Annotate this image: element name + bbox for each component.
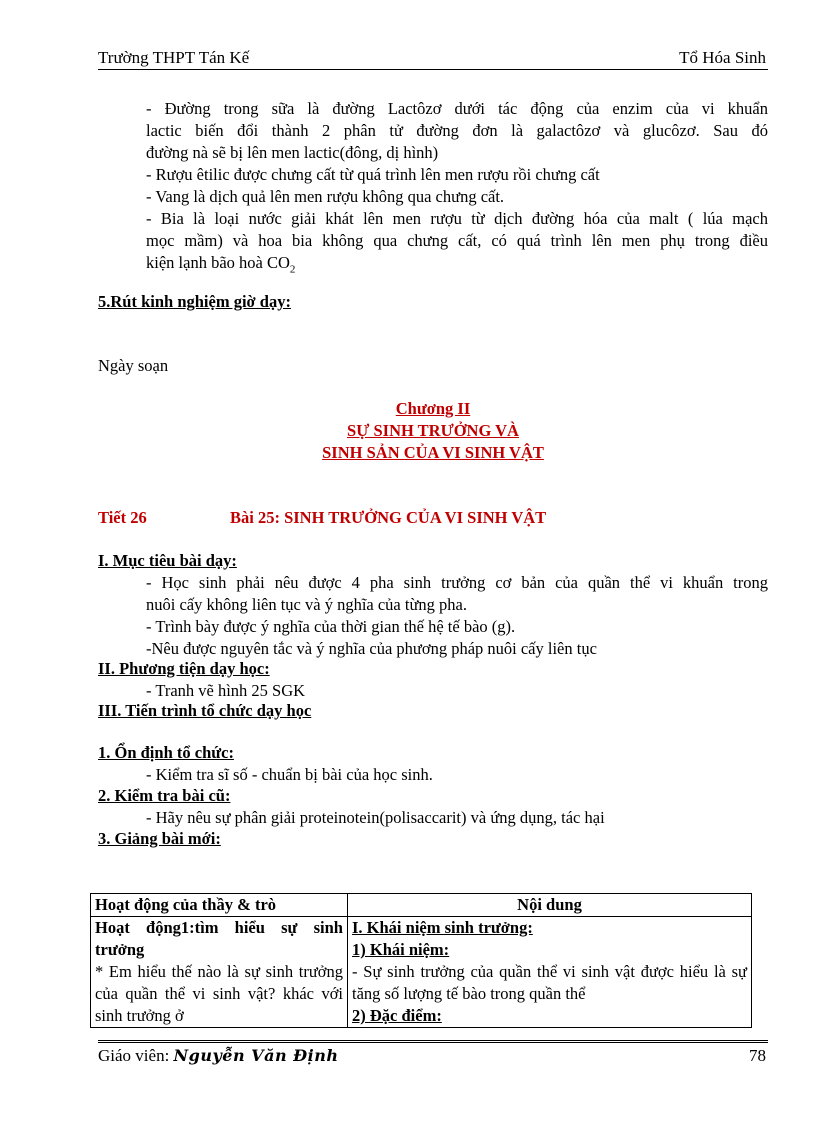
- objective-line: -Nêu được nguyên tắc và ý nghĩa của phương pháp nuôi cấy liên tục: [146, 639, 597, 658]
- intro-line: - Bia là loại nước giải khát lên men rượu từ dịch đường hóa của malt ( lúa mạch: [146, 209, 768, 228]
- intro-line: - Đường trong sữa là đường Lactôzơ dưới tác động của enzim của vi khuẩn: [146, 99, 768, 118]
- objective-line: - Học sinh phải nêu được 4 pha sinh trưởng cơ bản của quần thể vi khuẩn trong: [146, 573, 768, 592]
- chapter-number: Chương II: [395, 399, 471, 418]
- objective-line: - Trình bày được ý nghĩa của thời gian thế hệ tế bào (g).: [146, 617, 516, 636]
- intro-line: - Rượu êtilic được chưng cất từ quá trình lên men rượu rồi chưng cất: [146, 165, 600, 184]
- lesson-title: Bài 25: SINH TRƯỞNG CỦA VI SINH VẬT: [230, 508, 547, 527]
- table-row: [91, 917, 752, 1028]
- school-name: Trường THPT Tán Kế: [98, 48, 250, 67]
- teacher-label: Giáo viên:: [98, 1046, 170, 1065]
- intro-line-co2: [146, 252, 768, 280]
- step2-line: - Hãy nêu sự phân giải proteinotein(polisaccarit) và ứng dụng, tác hại: [146, 808, 605, 827]
- intro-line: kiện lạnh bão hoà CO: [146, 253, 290, 272]
- intro-line: đường nà sẽ bị lên men lactic(đông, dị hình): [146, 143, 439, 162]
- table-cell-content: [348, 917, 752, 1028]
- intro-line: mọc mầm) và hoa bia không qua chưng cất, có quá trình lên men phụ trong điều: [146, 231, 768, 250]
- section-objectives-heading: I. Mục tiêu bài dạy:: [98, 551, 237, 570]
- date-label: Ngày soạn: [98, 356, 169, 375]
- step1-heading: 1. Ổn định tổ chức:: [98, 743, 234, 762]
- section-process-heading: III. Tiến trình tổ chức dạy học: [98, 701, 312, 720]
- content-subheading: 2) Đặc điểm:: [352, 1006, 442, 1025]
- objective-line: nuôi cấy không liên tục và ý nghĩa của từng pha.: [146, 595, 467, 614]
- experience-heading: 5.Rút kinh nghiệm giờ dạy:: [98, 292, 291, 311]
- step1-line: - Kiểm tra sĩ số - chuẩn bị bài của học sinh.: [146, 765, 433, 784]
- group-name: Tổ Hóa Sinh: [679, 48, 766, 67]
- activity-title: Hoạt động1:tìm hiểu sự sinh trưởng: [95, 918, 343, 959]
- materials-line: - Tranh vẽ hình 25 SGK: [146, 681, 306, 700]
- content-subheading: 1) Khái niệm:: [352, 940, 450, 959]
- header-rule: [98, 69, 768, 70]
- intro-line: - Vang là dịch quả lên men rượu không qua chưng cất.: [146, 187, 505, 206]
- page-footer: [98, 1046, 768, 1066]
- table-header-cell: Nội dung: [348, 894, 752, 917]
- table-cell-activity: [91, 917, 348, 1028]
- intro-line: lactic biến đổi thành 2 phân tử đường đơn là galactôzơ và glucôzơ. Sau đó: [146, 121, 768, 140]
- activity-question: * Em hiểu thế nào là sự sinh trưởng của quần thể vi sinh vật? khác với sinh trưởng ở: [95, 962, 343, 1025]
- content-heading: I. Khái niệm sinh trưởng:: [352, 918, 533, 937]
- content-text: - Sự sinh trưởng của quần thể vi sinh vật được hiểu là sự tăng số lượng tế bào trong quần thể: [352, 962, 747, 1003]
- section-materials-heading: II. Phương tiện dạy học:: [98, 659, 270, 678]
- co2-subscript: 2: [289, 263, 296, 276]
- page-number: 78: [749, 1046, 766, 1065]
- step2-heading: 2. Kiểm tra bài cũ:: [98, 786, 231, 805]
- table-header-row: [91, 894, 752, 917]
- page-header: [98, 48, 768, 70]
- table-header-cell: Hoạt động của thầy & trò: [91, 894, 348, 917]
- teacher-signature: Nguyễn Văn Định: [173, 1046, 339, 1065]
- step3-heading: 3. Giảng bài mới:: [98, 829, 221, 848]
- chapter-title-line1: SỰ SINH TRƯỞNG VÀ: [347, 421, 519, 440]
- lesson-period: Tiết 26: [98, 508, 147, 527]
- chapter-title-line2: SINH SẢN CỦA VI SINH VẬT: [322, 443, 544, 462]
- lesson-table: [90, 893, 752, 1028]
